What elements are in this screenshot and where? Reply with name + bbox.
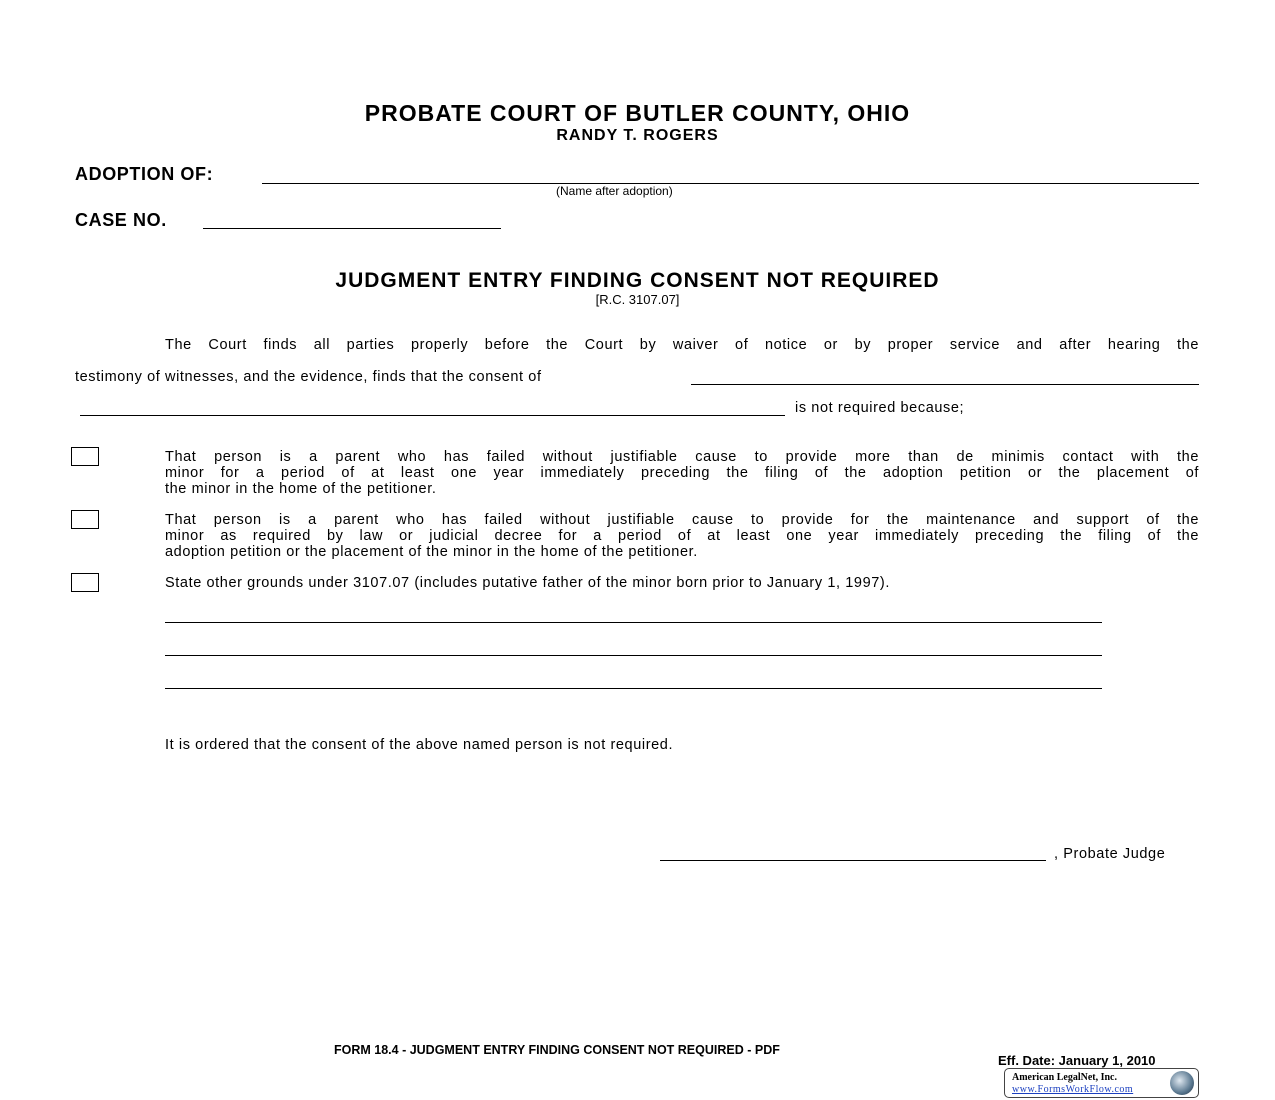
other-grounds-line-2[interactable] <box>165 655 1102 656</box>
judge-signature-field[interactable] <box>660 860 1046 861</box>
order-text: It is ordered that the consent of the above named person is not required. <box>165 737 674 753</box>
option-1-line: minor for a period of at least one year immediately preceding the filing of the adoption petition or the placement of <box>165 465 1199 481</box>
form-footer: FORM 18.4 - JUDGMENT ENTRY FINDING CONSENT NOT REQUIRED - PDF <box>334 1043 780 1057</box>
adoption-name-field[interactable] <box>262 183 1199 184</box>
consent-person-field-2[interactable] <box>80 415 785 416</box>
probate-judge-label: , Probate Judge <box>1054 846 1166 862</box>
option-1-line: That person is a parent who has failed without justifiable cause to provide more than de minimis contact with the <box>165 449 1199 465</box>
option-1-text <box>165 449 1199 497</box>
option-3-text <box>165 575 1199 591</box>
intro-line-2: testimony of witnesses, and the evidence, finds that the consent of <box>75 369 542 385</box>
judgment-title: JUDGMENT ENTRY FINDING CONSENT NOT REQUIRED <box>335 269 940 292</box>
logo-company-name: American LegalNet, Inc. <box>1012 1072 1117 1083</box>
court-title: PROBATE COURT OF BUTLER COUNTY, OHIO <box>364 100 911 126</box>
option-2-checkbox[interactable] <box>71 510 99 529</box>
option-2-text <box>165 512 1199 560</box>
option-3-checkbox[interactable] <box>71 573 99 592</box>
case-no-label: CASE NO. <box>75 210 167 230</box>
case-no-field[interactable] <box>203 228 501 229</box>
option-2-line: That person is a parent who has failed without justifiable cause to provide for the maintenance and support of the <box>165 512 1199 528</box>
other-grounds-line-1[interactable] <box>165 622 1102 623</box>
option-2-line: adoption petition or the placement of the minor in the home of the petitioner. <box>165 544 698 560</box>
other-grounds-line-3[interactable] <box>165 688 1102 689</box>
option-1-checkbox[interactable] <box>71 447 99 466</box>
intro-line-1: The Court finds all parties properly before the Court by waiver of notice or by proper service and after hearing the <box>165 337 1199 353</box>
logo-url-link[interactable]: www.FormsWorkFlow.com <box>1012 1084 1134 1095</box>
option-2-line: minor as required by law or judicial decree for a period of at least one year immediately preceding the filing of the <box>165 528 1199 544</box>
intro-line-3: is not required because; <box>795 400 965 416</box>
adoption-name-hint: (Name after adoption) <box>556 184 673 198</box>
judge-name: RANDY T. ROGERS <box>556 127 719 144</box>
option-1-line: the minor in the home of the petitioner. <box>165 481 437 497</box>
american-legalnet-logo <box>1004 1068 1199 1098</box>
option-3-line: State other grounds under 3107.07 (includes putative father of the minor born prior to January 1, 1997). <box>165 575 890 591</box>
effective-date: Eff. Date: January 1, 2010 <box>998 1053 1156 1068</box>
statute-reference: [R.C. 3107.07] <box>595 292 680 307</box>
adoption-of-label: ADOPTION OF: <box>75 164 214 184</box>
globe-icon <box>1170 1071 1194 1095</box>
consent-person-field[interactable] <box>691 384 1199 385</box>
